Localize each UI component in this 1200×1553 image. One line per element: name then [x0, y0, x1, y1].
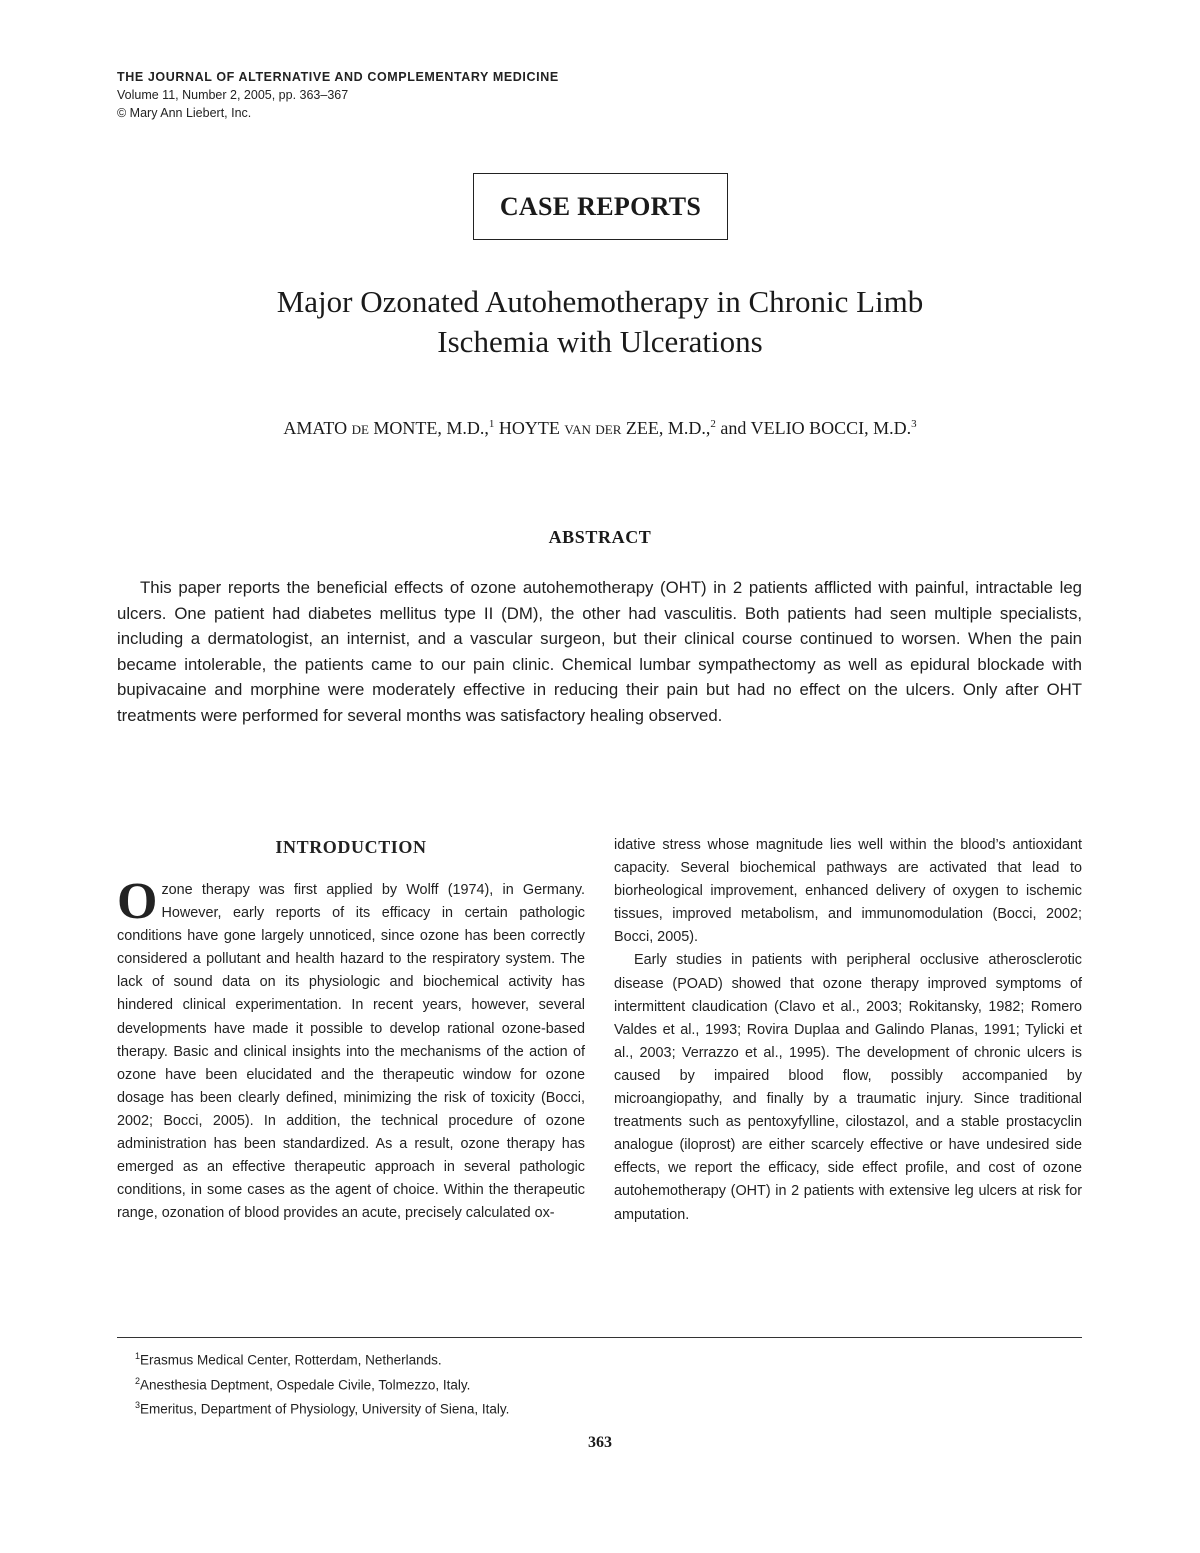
section-label: CASE REPORTS: [473, 173, 728, 240]
author-list: [100, 418, 1100, 439]
abstract-paragraph: This paper reports the beneficial effects of ozone autohemotherapy (OHT) in 2 patients afflicted with painful, intractable leg ulcers. One patient had diabetes mellitus type II (DM), the other had vasculitis. Both patients had seen multiple specialists, including a dermatologist, an internist, and a vascular surgeon, but their clinical course continued to worsen. When the pain became intolerable, the patients came to our pain clinic. Chemical lumbar sympathectomy as well as epidural blockade with bupivacaine and morphine were moderately effective in reducing their pain but had no effect on the ulcers. Only after OHT treatments were performed for several months was satisfactory healing observed.: [117, 578, 1082, 725]
introduction-paragraph-1: [117, 873, 585, 1225]
author-3-affiliation-mark: 3: [911, 418, 917, 430]
journal-copyright: © Mary Ann Liebert, Inc.: [117, 106, 252, 120]
article-title-line-2: Ischemia with Ulcerations: [437, 324, 763, 359]
footnote-1-text: Erasmus Medical Center, Rotterdam, Netherlands.: [140, 1352, 442, 1368]
footnote-2: [135, 1371, 509, 1396]
introduction-heading: INTRODUCTION: [275, 837, 427, 857]
footnote-3: [135, 1395, 509, 1420]
footnote-3-mark: 3: [135, 1400, 141, 1410]
author-3: and VELIO BOCCI, M.D.: [715, 418, 912, 438]
introduction-paragraph-1-text: zone therapy was first applied by Wolff (1974), in Germany. However, early reports of its efficacy in certain pathologic conditions have gone largely unnoticed, since ozone has been correctly considered a pollutant and health hazard to the respiratory system. The lack of sound data on its physiologic and biochemical activity has hindered clinical experimentation. In recent years, however, several developments have made it possible to develop rational ozone-based therapy. Basic and clinical insights into the mechanisms of the action of ozone have been elucidated and the therapeutic window for ozone dosage has been clearly defined, minimizing the risk of toxicity (Bocci, 2002; Bocci, 2005). In addition, the technical procedure of ozone administration has been standardized. As a result, ozone therapy has emerged as an effective therapeutic approach in several pathologic conditions, in some cases as the agent of choice. Within the therapeutic range, ozonation of blood provides an acute, precisely calculated ox-: [117, 882, 585, 1222]
article-title-line-1: Major Ozonated Autohemotherapy in Chronic Limb: [276, 284, 924, 319]
introduction-paragraph-2: Early studies in patients with peripheral occlusive atherosclerotic disease (POAD) showed that ozone therapy improved symptoms of intermittent claudication (Clavo et al., 2003; Rokitansky, 1982; Romero Valdes et al., 1993; Rovira Duplaa and Galindo Planas, 1991; Tylicki et al., 2003; Verrazzo et al., 1995). The development of chronic ulcers is caused by impaired blood flow, possibly accompanied by microangiopathy, and finally by a traumatic injury. Since traditional treatments such as pentoxyfylline, cilostazol, and a stable prostacyclin analogue (iloprost) are either scarcely effective or have undesired side effects, we report the efficacy, side effect profile, and cost of ozone autohemotherapy (OHT) in 2 patients with extensive leg ulcers at risk for amputation.: [614, 952, 1082, 1223]
left-column: [117, 835, 585, 1225]
author-1-first: AMATO: [283, 418, 352, 438]
journal-title: THE JOURNAL OF ALTERNATIVE AND COMPLEMENTARY MEDICINE: [117, 70, 559, 84]
footnote-1: [135, 1346, 509, 1371]
abstract-heading: ABSTRACT: [548, 527, 652, 547]
page-number: 363: [588, 1434, 612, 1451]
right-column: [614, 834, 1082, 1227]
article-title: [150, 282, 1050, 362]
footnotes: [135, 1346, 509, 1420]
author-1-last: MONTE, M.D.,: [368, 418, 489, 438]
footnote-2-text: Anesthesia Deptment, Ospedale Civile, Tolmezzo, Italy.: [140, 1377, 471, 1392]
author-1-particle: de: [351, 418, 369, 438]
footnote-rule: [117, 1337, 1082, 1338]
journal-header: [117, 68, 559, 122]
author-2-last: ZEE, M.D.,: [621, 418, 711, 438]
footnote-3-text: Emeritus, Department of Physiology, University of Siena, Italy.: [140, 1401, 510, 1417]
footnote-1-mark: 1: [135, 1351, 141, 1361]
introduction-paragraph-1-continued: idative stress whose magnitude lies well within the blood’s antioxidant capacity. Several biochemical pathways are activated that lead to biorheological improvement, enhanced delivery of oxygen to ischemic tissues, improved metabolism, and immunomodulation (Bocci, 2002; Bocci, 2005).: [614, 837, 1082, 946]
author-2-first: HOYTE: [494, 418, 565, 438]
abstract-body: [117, 575, 1082, 729]
author-1-affiliation-mark: 1: [488, 418, 495, 430]
author-2-particle: van der: [564, 418, 622, 438]
footnote-2-mark: 2: [135, 1375, 141, 1386]
drop-cap: O: [117, 873, 158, 930]
journal-volume: Volume 11, Number 2, 2005, pp. 363–367: [117, 88, 349, 102]
author-2-affiliation-mark: 2: [710, 418, 716, 430]
